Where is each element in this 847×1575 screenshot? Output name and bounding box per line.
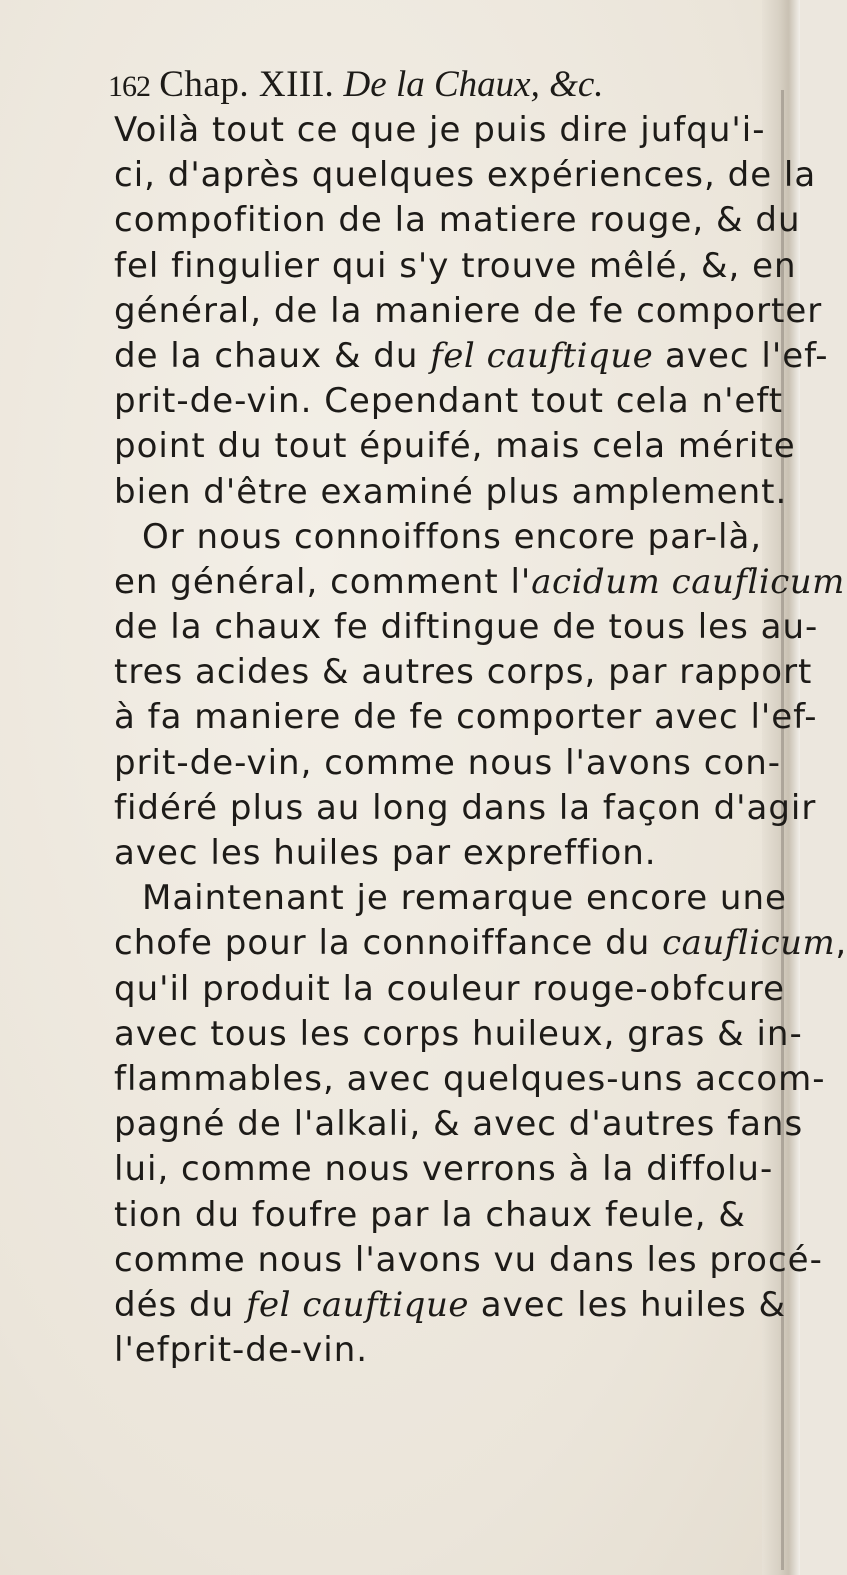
text-segment: avec l'ef- [653, 335, 829, 376]
text-segment: Maintenant je remarque encore une [142, 878, 787, 919]
text-line [114, 470, 788, 515]
text-segment: général, de la maniere de fe comporter [114, 290, 823, 331]
text-segment: fel fingulier qui s'y trouve mêlé, &, en [114, 245, 797, 286]
text-line [114, 1328, 764, 1373]
text-line [114, 560, 845, 605]
text-line [114, 1193, 764, 1238]
text-segment: bien d'être examiné plus amplement. [114, 471, 788, 512]
text-line [114, 650, 813, 695]
text-segment: dés du [114, 1284, 246, 1325]
text-segment: flammables, avec quelques-uns accom- [114, 1058, 826, 1099]
text-segment: fidéré plus au long dans la façon d'agir [114, 787, 817, 828]
text-segment: en général, comment l' [114, 561, 532, 602]
text-segment: compofition de la matiere rouge, & du [114, 200, 801, 241]
text-segment: qu'il produit la couleur rouge-obfcure [114, 968, 786, 1009]
text-segment: à fa maniere de fe comporter avec l'ef- [114, 697, 818, 738]
body-text [114, 108, 847, 1373]
running-header [108, 66, 604, 103]
text-line [114, 153, 817, 198]
chapter-label: Chap. XIII. [159, 64, 335, 105]
italic-term: fel cauftique [430, 335, 654, 376]
text-line [114, 334, 829, 379]
chapter-title: De la Chaux, &c. [343, 64, 604, 105]
text-line [114, 967, 786, 1012]
text-segment: tres acides & autres corps, par rapport [114, 652, 813, 693]
text-segment: avec les huiles par expreffion. [114, 833, 657, 873]
text-segment: prit-de-vin, comme nous l'avons con- [114, 742, 782, 783]
text-line [114, 379, 784, 424]
text-segment: , [835, 923, 847, 964]
text-segment: pagné de l'alkali, & avec d'autres fans [114, 1104, 804, 1145]
text-segment: ci, d'après quelques expériences, de la [114, 155, 817, 196]
text-line [114, 1102, 804, 1147]
text-line [114, 831, 764, 876]
text-line [114, 515, 764, 560]
text-line [114, 1057, 826, 1102]
text-line [114, 244, 797, 289]
text-line [114, 1147, 774, 1192]
text-segment: Or nous connoiffons encore par-là, [142, 516, 763, 557]
text-segment: l'efprit-de-vin. [114, 1330, 369, 1371]
text-segment: lui, comme nous verrons à la diffolu- [114, 1149, 774, 1190]
text-line [114, 695, 818, 740]
text-line [114, 1238, 823, 1283]
text-segment: comme nous l'avons vu dans les procé- [114, 1239, 823, 1280]
text-line [114, 108, 764, 153]
text-segment: prit-de-vin. Cependant tout cela n'eft [114, 381, 784, 422]
italic-term: cauflicum [662, 923, 836, 964]
text-segment: avec les huiles & [468, 1284, 786, 1325]
text-segment: point du tout épuifé, mais cela mérite [114, 426, 796, 467]
text-line [114, 921, 847, 966]
text-line [114, 1012, 803, 1057]
italic-term: acidum cauflicum [531, 561, 845, 602]
text-line [114, 876, 787, 921]
text-line [114, 741, 782, 786]
text-line [114, 605, 819, 650]
page-number: 162 [108, 70, 150, 103]
text-line [114, 198, 801, 243]
italic-term: fel cauftique [245, 1284, 469, 1325]
text-segment: de la chaux & du [114, 335, 431, 376]
text-line [114, 289, 823, 334]
text-line [114, 424, 796, 469]
text-segment: avec tous les corps huileux, gras & in- [114, 1013, 803, 1054]
text-segment: tion du foufre par la chaux feule, & [114, 1194, 746, 1235]
text-segment: chofe pour la connoiffance du [114, 923, 663, 964]
text-segment: de la chaux fe diftingue de tous les au- [114, 607, 819, 648]
text-segment: Voilà tout ce que je puis dire jufqu'i- [114, 110, 766, 150]
text-line [114, 1283, 786, 1328]
text-line [114, 786, 817, 831]
